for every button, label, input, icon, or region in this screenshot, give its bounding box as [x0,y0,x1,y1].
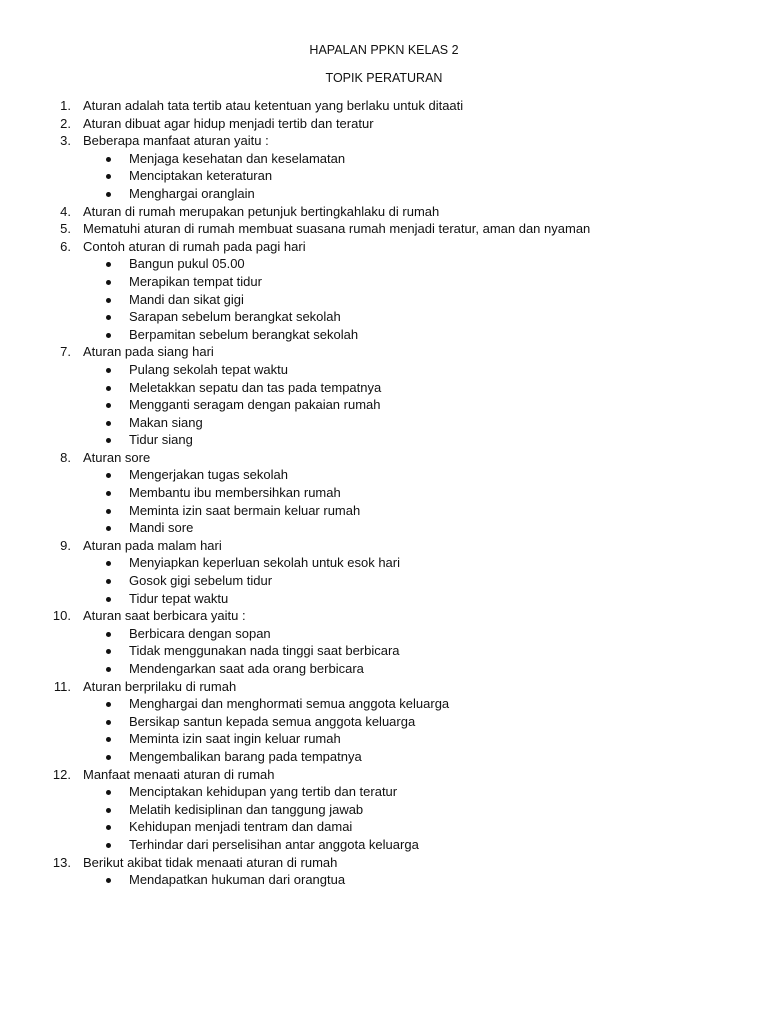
bullet-icon [106,561,111,566]
sub-item-text: Tidak menggunakan nada tinggi saat berbicara [129,643,400,659]
item-text: Berikut akibat tidak menaati aturan di rumah [83,854,338,870]
sub-item-text: Makan siang [129,414,203,430]
bullet-icon [106,597,111,602]
sub-item-text: Kehidupan menjadi tentram dan damai [129,819,353,835]
sub-list-item [0,396,768,414]
item-text: Aturan pada malam hari [83,537,222,553]
bullet-icon [106,403,111,408]
sub-list-item [0,730,768,748]
sub-item-text: Mengerjakan tugas sekolah [129,467,288,483]
sub-list-item [0,748,768,766]
sub-list-item [0,572,768,590]
bullet-icon [106,473,111,478]
item-text: Aturan sore [83,449,151,465]
list-item [0,854,768,872]
item-number: 10. [52,608,71,624]
sub-list-item [0,871,768,889]
sub-item-text: Meletakkan sepatu dan tas pada tempatnya [129,379,382,395]
sub-list-item [0,836,768,854]
item-number: 5. [60,221,71,237]
sub-list-item [0,185,768,203]
bullet-icon [106,491,111,496]
sub-item-text: Menciptakan kehidupan yang tertib dan teratur [129,784,398,800]
rules-list [0,97,768,889]
item-text: Aturan saat berbicara yaitu : [83,608,246,624]
sub-list-item [0,273,768,291]
bullet-icon [106,298,111,303]
bullet-icon [106,825,111,830]
list-item [0,220,768,238]
list-item [0,607,768,625]
sub-item-text: Pulang sekolah tepat waktu [129,361,288,377]
sub-list-item [0,431,768,449]
bullet-icon [106,192,111,197]
list-item [0,203,768,221]
sub-list-item [0,484,768,502]
sub-item-text: Meminta izin saat bermain keluar rumah [129,502,361,518]
item-number: 9. [60,537,71,553]
bullet-icon [106,667,111,672]
item-text: Aturan dibuat agar hidup menjadi tertib dan teratur [83,115,374,131]
sub-item-text: Berbicara dengan sopan [129,625,271,641]
sub-item-text: Bangun pukul 05.00 [129,256,245,272]
item-number: 7. [60,344,71,360]
sub-item-text: Melatih kedisiplinan dan tanggung jawab [129,801,364,817]
sub-list-item [0,554,768,572]
item-number: 3. [60,133,71,149]
item-text: Mematuhi aturan di rumah membuat suasana rumah menjadi teratur, aman dan nyaman [83,221,591,237]
bullet-icon [106,333,111,338]
sub-item-text: Terhindar dari perselisihan antar anggota keluarga [129,836,419,852]
item-text: Manfaat menaati aturan di rumah [83,766,275,782]
item-number: 4. [60,203,71,219]
sub-item-text: Mendengarkan saat ada orang berbicara [129,661,364,676]
sub-list-item [0,308,768,326]
list-item [0,449,768,467]
item-text: Aturan adalah tata tertib atau ketentuan yang berlaku untuk ditaati [83,98,464,113]
bullet-icon [106,737,111,742]
item-text: Beberapa manfaat aturan yaitu : [83,133,269,149]
sub-list-item [0,660,768,678]
sub-item-text: Tidur siang [129,432,193,448]
sub-item-text: Membantu ibu membersihkan rumah [129,485,341,501]
sub-item-text: Menjaga kesehatan dan keselamatan [129,150,346,166]
sub-list-item [0,519,768,537]
bullet-icon [106,157,111,162]
sub-list-item [0,818,768,836]
list-item [0,678,768,696]
sub-item-text: Mandi dan sikat gigi [129,291,244,307]
sub-item-text: Tidur tepat waktu [129,590,229,606]
bullet-icon [106,808,111,813]
item-text: Aturan di rumah merupakan petunjuk bertingkahlaku di rumah [83,203,440,219]
item-number: 11. [53,678,71,694]
bullet-icon [106,702,111,707]
bullet-icon [106,438,111,443]
sub-item-text: Mendapatkan hukuman dari orangtua [129,872,346,888]
document-title: HAPALAN PPKN KELAS 2 [309,43,459,57]
sub-list-item [0,414,768,432]
bullet-icon [106,386,111,391]
sub-list-item [0,466,768,484]
list-item [0,132,768,150]
list-item [0,343,768,361]
bullet-icon [106,843,111,848]
bullet-icon [106,174,111,179]
bullet-icon [106,720,111,725]
bullet-icon [106,421,111,426]
bullet-icon [106,878,111,883]
list-item [0,97,768,115]
item-text: Aturan pada siang hari [83,344,214,360]
sub-item-text: Berpamitan sebelum berangkat sekolah [129,326,359,342]
list-item [0,537,768,555]
sub-item-text: Mengganti seragam dengan pakaian rumah [129,397,381,413]
bullet-icon [106,790,111,795]
sub-item-text: Sarapan sebelum berangkat sekolah [129,309,341,325]
sub-list-item [0,642,768,660]
sub-list-item [0,590,768,608]
item-number: 13. [52,854,71,870]
sub-item-text: Gosok gigi sebelum tidur [129,573,273,589]
bullet-icon [106,280,111,285]
sub-list-item [0,255,768,273]
bullet-icon [106,262,111,267]
sub-item-text: Mengembalikan barang pada tempatnya [129,748,362,764]
bullet-icon [106,579,111,584]
bullet-icon [106,632,111,637]
sub-list-item [0,361,768,379]
bullet-icon [106,509,111,514]
sub-list-item [0,502,768,520]
sub-item-text: Menghargai dan menghormati semua anggota keluarga [129,696,450,712]
item-number: 6. [60,238,71,254]
item-number: 8. [60,449,71,465]
sub-item-text: Menyiapkan keperluan sekolah untuk esok hari [129,555,401,571]
bullet-icon [106,526,111,531]
sub-list-item [0,291,768,309]
sub-list-item [0,150,768,168]
list-item [0,115,768,133]
sub-item-text: Menghargai oranglain [129,185,255,201]
item-number: 12. [52,766,71,782]
item-text: Contoh aturan di rumah pada pagi hari [83,238,306,254]
sub-list-item [0,167,768,185]
sub-list-item [0,801,768,819]
sub-list-item [0,625,768,643]
sub-item-text: Meminta izin saat ingin keluar rumah [129,731,341,747]
sub-list-item [0,713,768,731]
sub-list-item [0,695,768,713]
sub-list-item [0,783,768,801]
sub-list-item [0,379,768,397]
bullet-icon [106,755,111,760]
item-number: 1. [60,98,71,113]
bullet-icon [106,315,111,320]
sub-item-text: Mandi sore [129,520,194,536]
sub-item-text: Bersikap santun kepada semua anggota keluarga [129,713,416,729]
bullet-icon [106,368,111,373]
list-item [0,766,768,784]
document-subtitle: TOPIK PERATURAN [325,71,443,85]
item-text: Aturan berprilaku di rumah [83,678,237,694]
sub-list-item [0,326,768,344]
item-number: 2. [60,115,71,131]
sub-item-text: Menciptakan keteraturan [129,168,273,184]
bullet-icon [106,649,111,654]
sub-item-text: Merapikan tempat tidur [129,273,262,289]
list-item [0,238,768,256]
